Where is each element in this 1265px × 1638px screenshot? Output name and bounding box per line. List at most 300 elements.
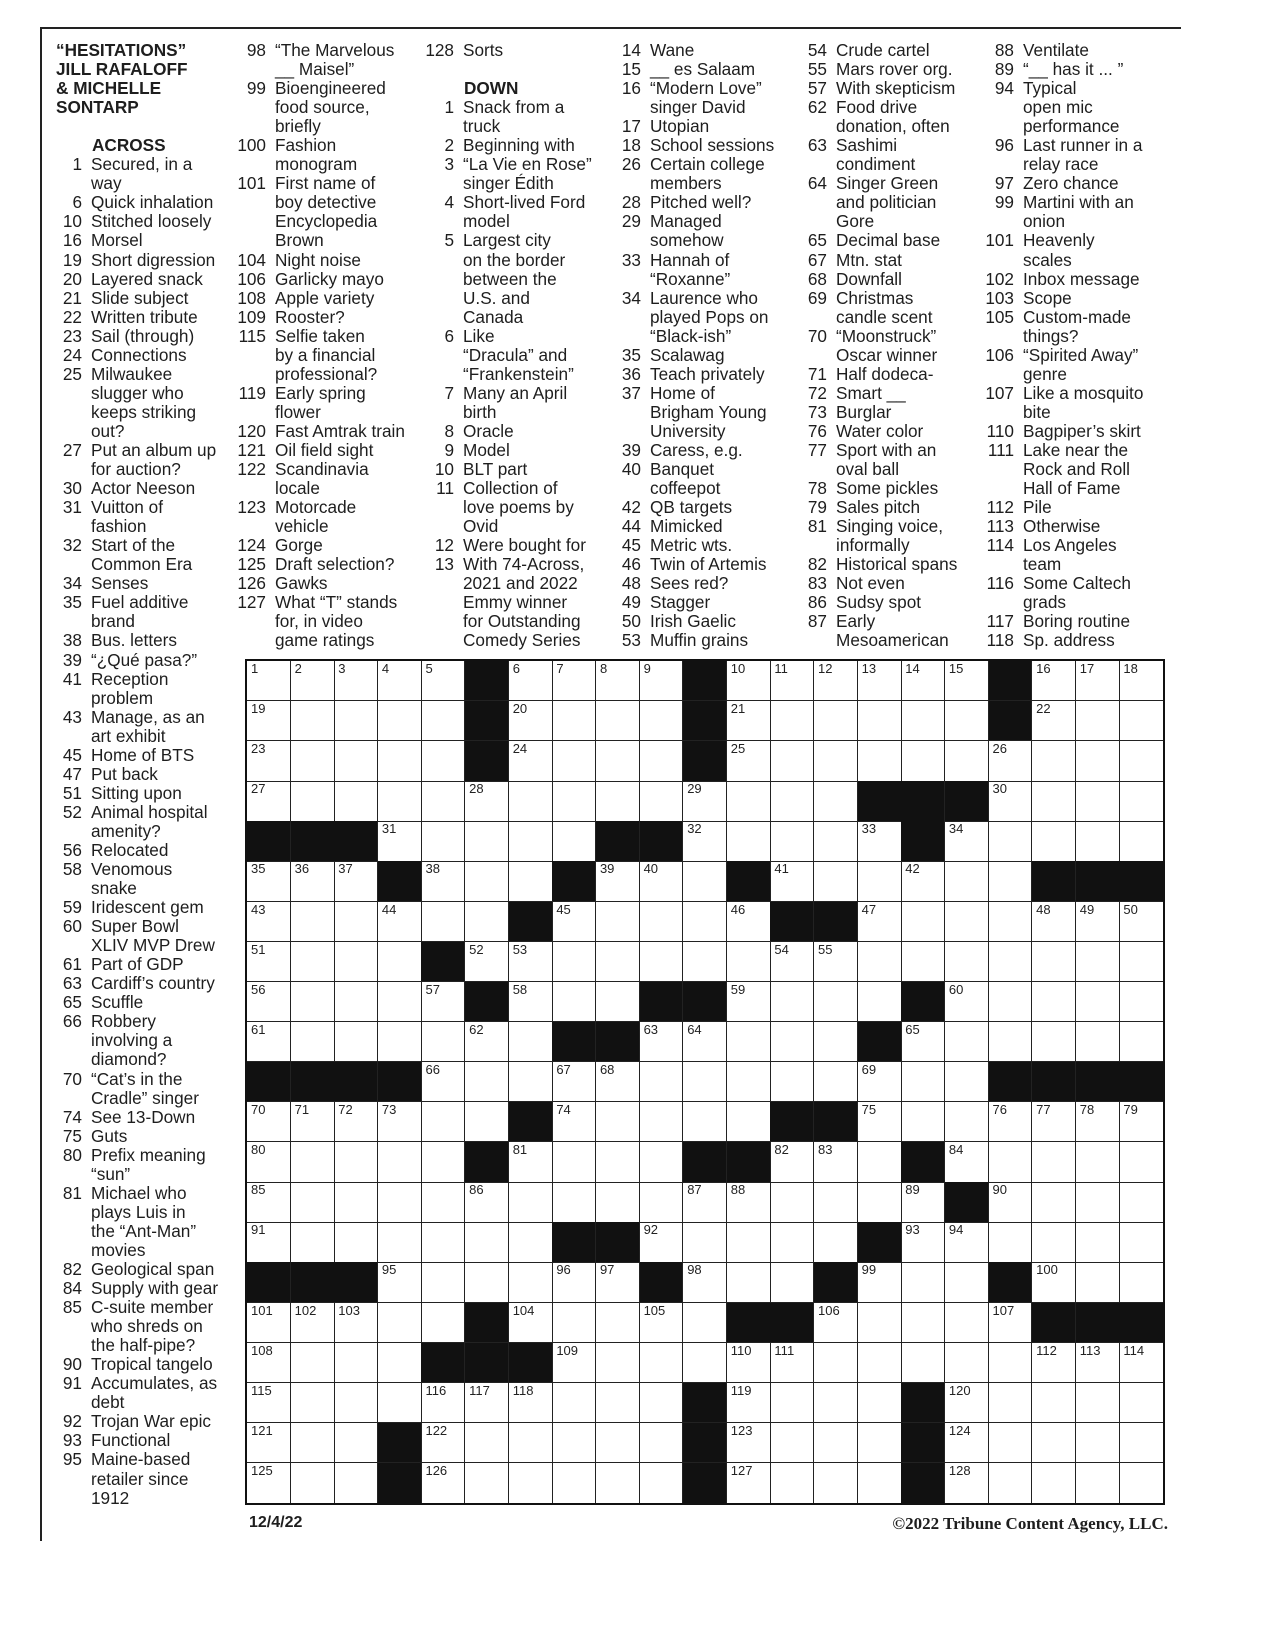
clue[interactable] bbox=[601, 384, 774, 441]
grid-cell[interactable] bbox=[421, 861, 465, 901]
grid-cell[interactable] bbox=[1076, 982, 1120, 1022]
grid-cell[interactable] bbox=[1076, 1423, 1120, 1463]
grid-cell[interactable] bbox=[1032, 1343, 1076, 1383]
grid-cell[interactable] bbox=[814, 861, 858, 901]
clue[interactable] bbox=[414, 555, 592, 650]
grid-cell[interactable] bbox=[247, 1222, 291, 1262]
grid-cell[interactable] bbox=[1032, 982, 1076, 1022]
clue[interactable] bbox=[601, 555, 774, 574]
grid-cell[interactable] bbox=[727, 741, 771, 781]
grid-cell[interactable] bbox=[989, 1303, 1033, 1343]
grid-cell[interactable] bbox=[640, 1222, 684, 1262]
grid-cell[interactable] bbox=[334, 1343, 378, 1383]
clue[interactable] bbox=[974, 498, 1143, 517]
grid-cell[interactable] bbox=[640, 661, 684, 701]
clue[interactable] bbox=[42, 841, 218, 860]
grid-cell[interactable] bbox=[727, 942, 771, 982]
grid-cell[interactable] bbox=[858, 861, 902, 901]
grid-cell[interactable] bbox=[596, 902, 640, 942]
grid-cell[interactable] bbox=[421, 701, 465, 741]
grid-cell[interactable] bbox=[770, 661, 814, 701]
grid-cell[interactable] bbox=[334, 1142, 378, 1182]
grid-cell[interactable] bbox=[465, 1182, 509, 1222]
grid-cell[interactable] bbox=[640, 1022, 684, 1062]
grid-cell[interactable] bbox=[683, 1182, 727, 1222]
clue[interactable] bbox=[974, 536, 1143, 574]
clue[interactable] bbox=[414, 479, 592, 536]
grid-cell[interactable] bbox=[727, 1343, 771, 1383]
grid-cell[interactable] bbox=[1076, 1022, 1120, 1062]
grid-cell[interactable] bbox=[1119, 701, 1163, 741]
grid-cell[interactable] bbox=[1119, 1102, 1163, 1142]
grid-cell[interactable] bbox=[552, 661, 596, 701]
grid-cell[interactable] bbox=[770, 1022, 814, 1062]
grid-cell[interactable] bbox=[509, 1423, 553, 1463]
grid-cell[interactable] bbox=[814, 1463, 858, 1503]
clue[interactable] bbox=[42, 955, 218, 974]
grid-cell[interactable] bbox=[1032, 902, 1076, 942]
clue[interactable] bbox=[787, 79, 957, 98]
grid-cell[interactable] bbox=[1076, 1102, 1120, 1142]
grid-cell[interactable] bbox=[640, 1463, 684, 1503]
grid-cell[interactable] bbox=[858, 1102, 902, 1142]
clue[interactable] bbox=[601, 460, 774, 498]
grid-cell[interactable] bbox=[727, 1463, 771, 1503]
grid-cell[interactable] bbox=[509, 701, 553, 741]
clue[interactable] bbox=[226, 593, 405, 650]
grid-cell[interactable] bbox=[901, 1222, 945, 1262]
grid-cell[interactable] bbox=[552, 942, 596, 982]
clue[interactable] bbox=[226, 574, 405, 593]
clue[interactable] bbox=[226, 136, 405, 174]
grid-cell[interactable] bbox=[247, 1463, 291, 1503]
clue[interactable] bbox=[226, 270, 405, 289]
grid-cell[interactable] bbox=[334, 1303, 378, 1343]
grid-cell[interactable] bbox=[596, 741, 640, 781]
grid-cell[interactable] bbox=[814, 1343, 858, 1383]
grid-cell[interactable] bbox=[858, 1182, 902, 1222]
clue[interactable] bbox=[601, 574, 774, 593]
grid-cell[interactable] bbox=[291, 1222, 335, 1262]
grid-cell[interactable] bbox=[640, 1383, 684, 1423]
grid-cell[interactable] bbox=[989, 1102, 1033, 1142]
grid-cell[interactable] bbox=[465, 942, 509, 982]
grid-cell[interactable] bbox=[683, 1222, 727, 1262]
grid-cell[interactable] bbox=[596, 781, 640, 821]
clue[interactable] bbox=[974, 346, 1143, 384]
grid-cell[interactable] bbox=[989, 1463, 1033, 1503]
grid-cell[interactable] bbox=[727, 821, 771, 861]
grid-cell[interactable] bbox=[858, 741, 902, 781]
clue[interactable] bbox=[601, 212, 774, 250]
grid-cell[interactable] bbox=[596, 1182, 640, 1222]
grid-cell[interactable] bbox=[509, 1303, 553, 1343]
grid-cell[interactable] bbox=[727, 902, 771, 942]
grid-cell[interactable] bbox=[509, 1062, 553, 1102]
grid-cell[interactable] bbox=[334, 1463, 378, 1503]
grid-cell[interactable] bbox=[640, 902, 684, 942]
grid-cell[interactable] bbox=[509, 1182, 553, 1222]
grid-cell[interactable] bbox=[770, 1222, 814, 1262]
clue[interactable] bbox=[787, 574, 957, 593]
grid-cell[interactable] bbox=[1076, 1383, 1120, 1423]
grid-cell[interactable] bbox=[814, 1142, 858, 1182]
grid-cell[interactable] bbox=[421, 1303, 465, 1343]
grid-cell[interactable] bbox=[814, 821, 858, 861]
clue[interactable] bbox=[787, 60, 957, 79]
grid-cell[interactable] bbox=[334, 1022, 378, 1062]
grid-cell[interactable] bbox=[727, 1262, 771, 1302]
grid-cell[interactable] bbox=[814, 1182, 858, 1222]
grid-cell[interactable] bbox=[945, 1303, 989, 1343]
clue[interactable] bbox=[42, 631, 218, 650]
grid-cell[interactable] bbox=[247, 1383, 291, 1423]
grid-cell[interactable] bbox=[727, 1423, 771, 1463]
grid-cell[interactable] bbox=[814, 661, 858, 701]
grid-cell[interactable] bbox=[945, 861, 989, 901]
grid-cell[interactable] bbox=[1119, 982, 1163, 1022]
clue[interactable] bbox=[42, 365, 218, 441]
grid-cell[interactable] bbox=[509, 1022, 553, 1062]
grid-cell[interactable] bbox=[858, 821, 902, 861]
grid-cell[interactable] bbox=[858, 902, 902, 942]
grid-cell[interactable] bbox=[596, 661, 640, 701]
clue[interactable] bbox=[42, 974, 218, 993]
grid-cell[interactable] bbox=[727, 1222, 771, 1262]
grid-cell[interactable] bbox=[552, 1423, 596, 1463]
grid-cell[interactable] bbox=[1076, 902, 1120, 942]
grid-cell[interactable] bbox=[901, 1303, 945, 1343]
grid-cell[interactable] bbox=[291, 1142, 335, 1182]
grid-cell[interactable] bbox=[989, 1423, 1033, 1463]
grid-cell[interactable] bbox=[247, 741, 291, 781]
grid-cell[interactable] bbox=[989, 781, 1033, 821]
grid-cell[interactable] bbox=[683, 861, 727, 901]
clue[interactable] bbox=[42, 346, 218, 365]
clue[interactable] bbox=[787, 422, 957, 441]
grid-cell[interactable] bbox=[378, 741, 422, 781]
grid-cell[interactable] bbox=[291, 1022, 335, 1062]
clue[interactable] bbox=[601, 346, 774, 365]
clue[interactable] bbox=[42, 193, 218, 212]
grid-cell[interactable] bbox=[552, 1102, 596, 1142]
clue[interactable] bbox=[42, 289, 218, 308]
clue[interactable] bbox=[42, 1108, 218, 1127]
grid-cell[interactable] bbox=[1119, 1262, 1163, 1302]
clue[interactable] bbox=[974, 174, 1143, 193]
clue[interactable] bbox=[787, 327, 957, 365]
grid-cell[interactable] bbox=[814, 701, 858, 741]
grid-cell[interactable] bbox=[291, 1182, 335, 1222]
clue[interactable] bbox=[414, 98, 592, 136]
grid-cell[interactable] bbox=[465, 1383, 509, 1423]
grid-cell[interactable] bbox=[378, 1222, 422, 1262]
grid-cell[interactable] bbox=[596, 1383, 640, 1423]
grid-cell[interactable] bbox=[901, 1343, 945, 1383]
clue[interactable] bbox=[974, 612, 1143, 631]
clue[interactable] bbox=[42, 308, 218, 327]
grid-cell[interactable] bbox=[770, 942, 814, 982]
clue[interactable] bbox=[601, 136, 774, 155]
grid-cell[interactable] bbox=[465, 861, 509, 901]
grid-cell[interactable] bbox=[770, 1062, 814, 1102]
grid-cell[interactable] bbox=[509, 982, 553, 1022]
grid-cell[interactable] bbox=[378, 821, 422, 861]
grid-cell[interactable] bbox=[727, 661, 771, 701]
grid-cell[interactable] bbox=[334, 902, 378, 942]
grid-cell[interactable] bbox=[596, 1343, 640, 1383]
grid-cell[interactable] bbox=[770, 741, 814, 781]
grid-cell[interactable] bbox=[247, 861, 291, 901]
grid-cell[interactable] bbox=[421, 1262, 465, 1302]
clue[interactable] bbox=[787, 517, 957, 555]
grid-cell[interactable] bbox=[989, 1142, 1033, 1182]
grid-cell[interactable] bbox=[378, 1142, 422, 1182]
grid-cell[interactable] bbox=[552, 1062, 596, 1102]
clue[interactable] bbox=[974, 136, 1143, 174]
grid-cell[interactable] bbox=[1076, 741, 1120, 781]
grid-cell[interactable] bbox=[683, 1303, 727, 1343]
grid-cell[interactable] bbox=[901, 741, 945, 781]
clue[interactable] bbox=[42, 536, 218, 574]
grid-cell[interactable] bbox=[509, 1262, 553, 1302]
grid-cell[interactable] bbox=[901, 1102, 945, 1142]
clue[interactable] bbox=[974, 79, 1143, 136]
grid-cell[interactable] bbox=[334, 1102, 378, 1142]
grid-cell[interactable] bbox=[1032, 661, 1076, 701]
grid-cell[interactable] bbox=[814, 781, 858, 821]
clue[interactable] bbox=[414, 384, 592, 422]
grid-cell[interactable] bbox=[1032, 821, 1076, 861]
grid-cell[interactable] bbox=[945, 1222, 989, 1262]
clue[interactable] bbox=[226, 536, 405, 555]
grid-cell[interactable] bbox=[945, 1383, 989, 1423]
grid-cell[interactable] bbox=[247, 1142, 291, 1182]
grid-cell[interactable] bbox=[858, 1343, 902, 1383]
grid-cell[interactable] bbox=[770, 1142, 814, 1182]
clue[interactable] bbox=[974, 60, 1143, 79]
grid-cell[interactable] bbox=[901, 1182, 945, 1222]
grid-cell[interactable] bbox=[1032, 1262, 1076, 1302]
clue[interactable] bbox=[787, 612, 957, 650]
grid-cell[interactable] bbox=[421, 661, 465, 701]
clue[interactable] bbox=[226, 251, 405, 270]
grid-cell[interactable] bbox=[814, 942, 858, 982]
grid-cell[interactable] bbox=[552, 1303, 596, 1343]
grid-cell[interactable] bbox=[640, 1343, 684, 1383]
grid-cell[interactable] bbox=[247, 1423, 291, 1463]
grid-cell[interactable] bbox=[814, 1303, 858, 1343]
grid-cell[interactable] bbox=[1119, 1463, 1163, 1503]
clue[interactable] bbox=[787, 174, 957, 231]
grid-cell[interactable] bbox=[945, 741, 989, 781]
grid-cell[interactable] bbox=[334, 942, 378, 982]
clue[interactable] bbox=[414, 41, 592, 60]
grid-cell[interactable] bbox=[683, 821, 727, 861]
clue[interactable] bbox=[42, 574, 218, 593]
clue[interactable] bbox=[226, 555, 405, 574]
grid-cell[interactable] bbox=[683, 942, 727, 982]
grid-cell[interactable] bbox=[640, 1142, 684, 1182]
grid-cell[interactable] bbox=[247, 1102, 291, 1142]
grid-cell[interactable] bbox=[421, 1423, 465, 1463]
clue[interactable] bbox=[601, 517, 774, 536]
grid-cell[interactable] bbox=[421, 1102, 465, 1142]
clue[interactable] bbox=[414, 193, 592, 231]
grid-cell[interactable] bbox=[465, 1062, 509, 1102]
grid-cell[interactable] bbox=[596, 861, 640, 901]
grid-cell[interactable] bbox=[378, 1383, 422, 1423]
grid-cell[interactable] bbox=[858, 1062, 902, 1102]
clue[interactable] bbox=[42, 251, 218, 270]
clue[interactable] bbox=[42, 670, 218, 708]
grid-cell[interactable] bbox=[552, 902, 596, 942]
grid-cell[interactable] bbox=[814, 1423, 858, 1463]
grid-cell[interactable] bbox=[247, 661, 291, 701]
clue[interactable] bbox=[42, 1012, 218, 1069]
grid-cell[interactable] bbox=[334, 701, 378, 741]
clue[interactable] bbox=[787, 593, 957, 612]
grid-cell[interactable] bbox=[596, 982, 640, 1022]
grid-cell[interactable] bbox=[509, 1383, 553, 1423]
grid-cell[interactable] bbox=[378, 1102, 422, 1142]
grid-cell[interactable] bbox=[1076, 781, 1120, 821]
grid-cell[interactable] bbox=[1119, 741, 1163, 781]
grid-cell[interactable] bbox=[989, 741, 1033, 781]
grid-cell[interactable] bbox=[291, 861, 335, 901]
grid-cell[interactable] bbox=[640, 1423, 684, 1463]
grid-cell[interactable] bbox=[1119, 1222, 1163, 1262]
grid-cell[interactable] bbox=[421, 1182, 465, 1222]
clue[interactable] bbox=[42, 1279, 218, 1298]
grid-cell[interactable] bbox=[770, 1463, 814, 1503]
grid-cell[interactable] bbox=[989, 1222, 1033, 1262]
grid-cell[interactable] bbox=[421, 741, 465, 781]
grid-cell[interactable] bbox=[334, 661, 378, 701]
clue[interactable] bbox=[42, 1127, 218, 1146]
clue[interactable] bbox=[787, 251, 957, 270]
grid-cell[interactable] bbox=[596, 1102, 640, 1142]
grid-cell[interactable] bbox=[596, 701, 640, 741]
grid-cell[interactable] bbox=[640, 1182, 684, 1222]
grid-cell[interactable] bbox=[596, 1463, 640, 1503]
grid-cell[interactable] bbox=[640, 701, 684, 741]
grid-cell[interactable] bbox=[1032, 1222, 1076, 1262]
grid-cell[interactable] bbox=[640, 1062, 684, 1102]
grid-cell[interactable] bbox=[1076, 1262, 1120, 1302]
grid-cell[interactable] bbox=[465, 781, 509, 821]
grid-cell[interactable] bbox=[640, 942, 684, 982]
grid-cell[interactable] bbox=[945, 1062, 989, 1102]
grid-cell[interactable] bbox=[291, 701, 335, 741]
clue[interactable] bbox=[414, 422, 592, 441]
clue[interactable] bbox=[414, 441, 592, 460]
grid-cell[interactable] bbox=[1119, 1343, 1163, 1383]
grid-cell[interactable] bbox=[291, 942, 335, 982]
grid-cell[interactable] bbox=[640, 861, 684, 901]
grid-cell[interactable] bbox=[989, 1022, 1033, 1062]
grid-cell[interactable] bbox=[509, 942, 553, 982]
clue[interactable] bbox=[601, 60, 774, 79]
grid-cell[interactable] bbox=[1076, 1343, 1120, 1383]
clue[interactable] bbox=[974, 384, 1143, 422]
clue[interactable] bbox=[787, 136, 957, 174]
clue[interactable] bbox=[42, 1412, 218, 1431]
grid-cell[interactable] bbox=[291, 902, 335, 942]
grid-cell[interactable] bbox=[945, 661, 989, 701]
clue[interactable] bbox=[226, 41, 405, 79]
grid-cell[interactable] bbox=[858, 942, 902, 982]
grid-cell[interactable] bbox=[1119, 661, 1163, 701]
clue[interactable] bbox=[226, 384, 405, 422]
clue[interactable] bbox=[601, 193, 774, 212]
clue[interactable] bbox=[42, 1070, 218, 1108]
clue[interactable] bbox=[42, 993, 218, 1012]
clue[interactable] bbox=[42, 270, 218, 289]
grid-cell[interactable] bbox=[421, 1062, 465, 1102]
grid-cell[interactable] bbox=[421, 1222, 465, 1262]
clue[interactable] bbox=[226, 308, 405, 327]
grid-cell[interactable] bbox=[1032, 741, 1076, 781]
clue[interactable] bbox=[787, 441, 957, 479]
grid-cell[interactable] bbox=[727, 982, 771, 1022]
clue[interactable] bbox=[787, 498, 957, 517]
grid-cell[interactable] bbox=[421, 1142, 465, 1182]
grid-cell[interactable] bbox=[291, 1343, 335, 1383]
grid-cell[interactable] bbox=[552, 1463, 596, 1503]
grid-cell[interactable] bbox=[727, 1062, 771, 1102]
clue[interactable] bbox=[226, 441, 405, 460]
clue[interactable] bbox=[787, 479, 957, 498]
grid-cell[interactable] bbox=[421, 781, 465, 821]
clue[interactable] bbox=[42, 803, 218, 841]
grid-cell[interactable] bbox=[1032, 1022, 1076, 1062]
clue[interactable] bbox=[787, 231, 957, 250]
grid-cell[interactable] bbox=[334, 1182, 378, 1222]
clue[interactable] bbox=[42, 708, 218, 746]
clue[interactable] bbox=[414, 231, 592, 326]
grid-cell[interactable] bbox=[421, 821, 465, 861]
grid-cell[interactable] bbox=[291, 1102, 335, 1142]
grid-cell[interactable] bbox=[1119, 1022, 1163, 1062]
clue[interactable] bbox=[414, 136, 592, 155]
clue[interactable] bbox=[974, 631, 1143, 650]
grid-cell[interactable] bbox=[421, 982, 465, 1022]
clue[interactable] bbox=[42, 1298, 218, 1355]
clue[interactable] bbox=[601, 289, 774, 346]
grid-cell[interactable] bbox=[770, 982, 814, 1022]
grid-cell[interactable] bbox=[1076, 661, 1120, 701]
clue[interactable] bbox=[226, 327, 405, 384]
grid-cell[interactable] bbox=[640, 1303, 684, 1343]
grid-cell[interactable] bbox=[509, 1222, 553, 1262]
clue[interactable] bbox=[42, 441, 218, 479]
grid-cell[interactable] bbox=[727, 781, 771, 821]
grid-cell[interactable] bbox=[465, 1423, 509, 1463]
grid-cell[interactable] bbox=[334, 1423, 378, 1463]
grid-cell[interactable] bbox=[552, 1262, 596, 1302]
grid-cell[interactable] bbox=[1119, 1182, 1163, 1222]
grid-cell[interactable] bbox=[378, 1343, 422, 1383]
grid-cell[interactable] bbox=[945, 1142, 989, 1182]
grid-cell[interactable] bbox=[901, 1262, 945, 1302]
grid-cell[interactable] bbox=[378, 942, 422, 982]
grid-cell[interactable] bbox=[727, 1383, 771, 1423]
clue[interactable] bbox=[226, 460, 405, 498]
grid-cell[interactable] bbox=[596, 942, 640, 982]
grid-cell[interactable] bbox=[1032, 1182, 1076, 1222]
grid-cell[interactable] bbox=[1032, 1463, 1076, 1503]
